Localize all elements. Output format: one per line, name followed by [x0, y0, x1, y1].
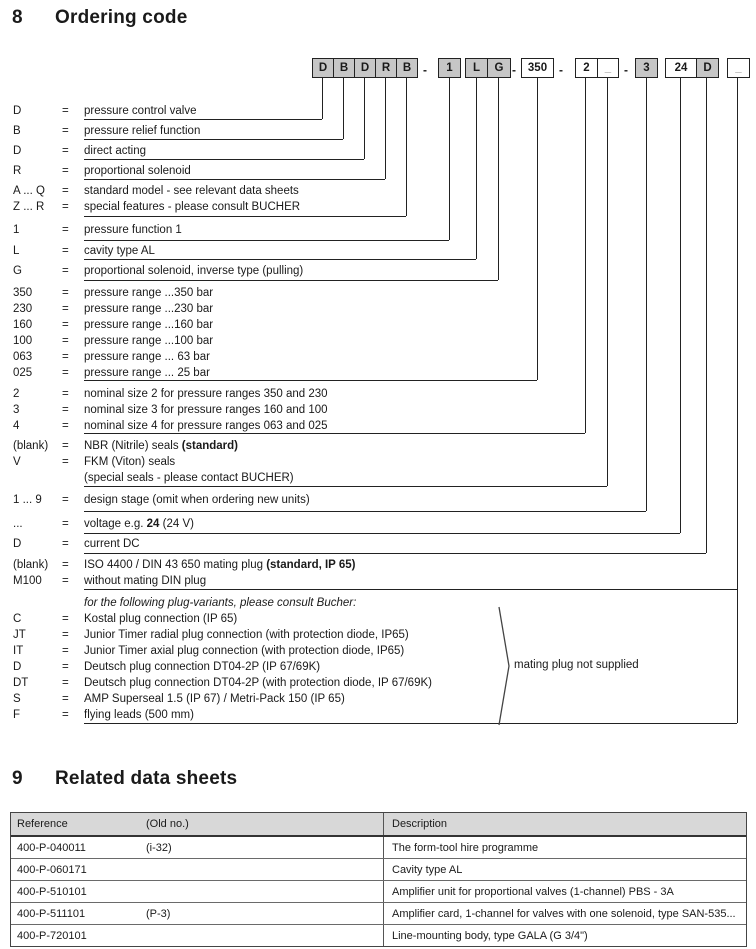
- ordering-desc: design stage (omit when ordering new units): [84, 494, 310, 506]
- ordering-desc: pressure relief function: [84, 125, 201, 137]
- leader-line-h: [84, 216, 406, 217]
- ordering-row: [13, 351, 753, 365]
- code-box: 3: [635, 58, 658, 78]
- equals-sign: =: [62, 185, 69, 197]
- equals-sign: =: [62, 224, 69, 236]
- ordering-code: 350: [13, 287, 33, 299]
- desc-bold: (standard, IP 65): [266, 559, 356, 571]
- cell-reference: 400-P-720101: [17, 929, 87, 942]
- ordering-code: (blank): [13, 440, 49, 452]
- header-description: Description: [392, 818, 448, 830]
- leader-line-h: [84, 280, 498, 281]
- equals-sign: =: [62, 693, 69, 705]
- ordering-code: 1 ... 9: [13, 494, 42, 506]
- ordering-desc: AMP Superseal 1.5 (IP 67) / Metri-Pack 150 (IP 65): [84, 693, 345, 705]
- ordering-row: [13, 105, 753, 119]
- equals-sign: =: [62, 388, 69, 400]
- desc-text: voltage e.g.: [84, 518, 147, 530]
- ordering-code: 1: [13, 224, 20, 236]
- desc-text: NBR (Nitrile) seals: [84, 440, 182, 452]
- table-header-row: [11, 813, 746, 837]
- leader-line-h: [84, 179, 385, 180]
- equals-sign: =: [62, 538, 69, 550]
- equals-sign: =: [62, 145, 69, 157]
- ordering-desc: [84, 518, 194, 531]
- equals-sign: =: [62, 494, 69, 506]
- ordering-row: [13, 245, 753, 259]
- equals-sign: =: [62, 303, 69, 315]
- desc-text: ISO 4400 / DIN 43 650 mating plug: [84, 559, 267, 571]
- ordering-desc: Deutsch plug connection DT04-2P (IP 67/69K): [84, 661, 321, 673]
- ordering-desc: nominal size 2 for pressure ranges 350 and 230: [84, 388, 328, 400]
- cell-reference: 400-P-040011: [17, 841, 86, 854]
- ordering-row: [13, 303, 753, 317]
- leader-line-h: [84, 589, 737, 590]
- ordering-desc: Junior Timer radial plug connection (with protection diode, IP65): [84, 629, 409, 641]
- code-box: D: [696, 58, 719, 78]
- ordering-row: [13, 319, 753, 333]
- ordering-desc: for the following plug-variants, please consult Bucher:: [84, 597, 357, 609]
- ordering-desc: pressure range ...350 bar: [84, 287, 214, 299]
- ordering-code: ...: [13, 518, 23, 530]
- ordering-row: [13, 613, 753, 627]
- leader-line-h: [84, 139, 343, 140]
- code-separator: -: [559, 63, 563, 77]
- ordering-desc: pressure range ...230 bar: [84, 303, 214, 315]
- equals-sign: =: [62, 245, 69, 257]
- code-box: 24: [665, 58, 697, 78]
- ordering-desc: Junior Timer axial plug connection (with protection diode, IP65): [84, 645, 405, 657]
- ordering-row: [13, 125, 753, 139]
- cell-description: Cavity type AL: [392, 863, 463, 876]
- ordering-row: [13, 494, 753, 508]
- table-row: [11, 903, 746, 925]
- ordering-code: 230: [13, 303, 33, 315]
- section-9-heading: [12, 768, 237, 790]
- ordering-code: 4: [13, 420, 20, 432]
- ordering-code: 025: [13, 367, 33, 379]
- ordering-row: [13, 456, 753, 470]
- ordering-row: [13, 538, 753, 552]
- code-box-placeholder: _: [727, 58, 750, 78]
- equals-sign: =: [62, 645, 69, 657]
- ordering-code: IT: [13, 645, 24, 657]
- ordering-code: R: [13, 165, 22, 177]
- ordering-desc: proportional solenoid: [84, 165, 191, 177]
- leader-line-h: [84, 723, 737, 724]
- ordering-row: [13, 559, 753, 573]
- section-8-number: 8: [12, 7, 23, 28]
- ordering-code: 063: [13, 351, 33, 363]
- desc-text: (24 V): [159, 518, 194, 530]
- equals-sign: =: [62, 709, 69, 721]
- cell-old-no: (i-32): [146, 841, 172, 854]
- ordering-row: [13, 388, 753, 402]
- equals-sign: =: [62, 613, 69, 625]
- ordering-code: M100: [13, 575, 42, 587]
- ordering-row: [13, 165, 753, 179]
- code-box: 1: [438, 58, 461, 78]
- section-9-number: 9: [12, 768, 23, 789]
- cell-reference: 400-P-060171: [17, 863, 87, 876]
- ordering-desc: pressure range ... 25 bar: [84, 367, 210, 379]
- cell-reference: 400-P-511101: [17, 907, 86, 920]
- cell-description: Line-mounting body, type GALA (G 3/4"): [392, 929, 588, 942]
- ordering-code: JT: [13, 629, 26, 641]
- ordering-code: Z ... R: [13, 201, 45, 213]
- code-box: 2: [575, 58, 598, 78]
- equals-sign: =: [62, 575, 69, 587]
- ordering-code: G: [13, 265, 22, 277]
- ordering-code: D: [13, 145, 22, 157]
- desc-bold: (standard): [181, 440, 238, 452]
- ordering-desc: nominal size 3 for pressure ranges 160 and 100: [84, 404, 328, 416]
- ordering-desc: pressure function 1: [84, 224, 182, 236]
- ordering-code: 2: [13, 388, 20, 400]
- desc-bold: 24: [146, 518, 160, 530]
- brace: [496, 604, 514, 728]
- ordering-row: [13, 201, 753, 215]
- ordering-row: [13, 145, 753, 159]
- ordering-desc: current DC: [84, 538, 140, 550]
- ordering-row: [13, 518, 753, 532]
- ordering-desc: Deutsch plug connection DT04-2P (with protection diode, IP 67/69K): [84, 677, 432, 689]
- ordering-row: [13, 404, 753, 418]
- ordering-desc: without mating DIN plug: [84, 575, 207, 587]
- equals-sign: =: [62, 165, 69, 177]
- code-box: D: [312, 58, 334, 78]
- ordering-code: D: [13, 105, 22, 117]
- brace-label: mating plug not supplied: [514, 659, 639, 671]
- equals-sign: =: [62, 351, 69, 363]
- ordering-code: B: [13, 125, 21, 137]
- ordering-row: [13, 575, 753, 589]
- code-box: 350: [521, 58, 554, 78]
- leader-line-v: [449, 78, 450, 240]
- ordering-row: [13, 367, 753, 381]
- header-reference: Reference: [17, 818, 68, 830]
- ordering-desc: pressure range ...160 bar: [84, 319, 214, 331]
- section-8-title: Ordering code: [55, 7, 188, 28]
- ordering-desc: direct acting: [84, 145, 147, 157]
- ordering-code: F: [13, 709, 21, 721]
- equals-sign: =: [62, 404, 69, 416]
- cell-description: Amplifier card, 1-channel for valves with one solenoid, type SAN-535...: [392, 907, 736, 920]
- ordering-row: [13, 335, 753, 349]
- ordering-row: [13, 287, 753, 301]
- equals-sign: =: [62, 456, 69, 468]
- code-box: B: [396, 58, 418, 78]
- leader-line-h: [84, 511, 646, 512]
- header-old-no: (Old no.): [146, 818, 189, 830]
- ordering-desc: cavity type AL: [84, 245, 155, 257]
- code-separator: -: [512, 63, 516, 77]
- code-separator: -: [423, 63, 427, 77]
- ordering-desc: (special seals - please contact BUCHER): [84, 472, 294, 484]
- ordering-row: [13, 709, 753, 723]
- ordering-desc: standard model - see relevant data sheets: [84, 185, 299, 197]
- table-row: [11, 859, 746, 881]
- equals-sign: =: [62, 518, 69, 530]
- ordering-code: A ... Q: [13, 185, 45, 197]
- ordering-note: [13, 597, 753, 611]
- leader-line-h: [84, 159, 364, 160]
- equals-sign: =: [62, 125, 69, 137]
- ordering-desc: FKM (Viton) seals: [84, 456, 176, 468]
- leader-line-h: [84, 119, 322, 120]
- ordering-desc: [84, 440, 238, 453]
- ordering-row: [13, 185, 753, 199]
- ordering-row: [13, 224, 753, 238]
- ordering-code: 3: [13, 404, 20, 416]
- ordering-code: S: [13, 693, 21, 705]
- ordering-row: [13, 677, 753, 691]
- ordering-row: [13, 629, 753, 643]
- leader-line-h: [84, 486, 607, 487]
- ordering-desc: pressure control valve: [84, 105, 197, 117]
- leader-line-h: [84, 259, 476, 260]
- equals-sign: =: [62, 420, 69, 432]
- leader-line-h: [84, 533, 680, 534]
- ordering-desc: Kostal plug connection (IP 65): [84, 613, 238, 625]
- section-8-heading: [12, 7, 187, 29]
- ordering-code: 160: [13, 319, 33, 331]
- leader-line-h: [84, 553, 706, 554]
- cell-description: Amplifier unit for proportional valves (1-channel) PBS - 3A: [392, 885, 674, 898]
- equals-sign: =: [62, 440, 69, 452]
- ordering-desc: pressure range ... 63 bar: [84, 351, 210, 363]
- ordering-row: [13, 440, 753, 454]
- related-data-sheets-table: [10, 812, 747, 947]
- code-separator: -: [624, 63, 628, 77]
- ordering-row: [13, 420, 753, 434]
- ordering-desc: special features - please consult BUCHER: [84, 201, 301, 213]
- code-box: D: [354, 58, 376, 78]
- ordering-code: C: [13, 613, 22, 625]
- code-box: R: [375, 58, 397, 78]
- ordering-row: [13, 645, 753, 659]
- equals-sign: =: [62, 319, 69, 331]
- ordering-row: [13, 693, 753, 707]
- ordering-code: D: [13, 661, 22, 673]
- table-row: [11, 925, 746, 946]
- leader-line-h: [84, 240, 449, 241]
- equals-sign: =: [62, 367, 69, 379]
- table-row: [11, 837, 746, 859]
- equals-sign: =: [62, 677, 69, 689]
- cell-description: The form-tool hire programme: [392, 841, 539, 854]
- cell-reference: 400-P-510101: [17, 885, 87, 898]
- ordering-desc: flying leads (500 mm): [84, 709, 194, 721]
- ordering-desc: [84, 559, 355, 572]
- ordering-desc: nominal size 4 for pressure ranges 063 and 025: [84, 420, 328, 432]
- ordering-code: 100: [13, 335, 33, 347]
- equals-sign: =: [62, 201, 69, 213]
- equals-sign: =: [62, 629, 69, 641]
- ordering-code: L: [13, 245, 20, 257]
- ordering-desc: pressure range ...100 bar: [84, 335, 214, 347]
- ordering-row: [13, 265, 753, 279]
- cell-old-no: (P-3): [146, 907, 171, 920]
- ordering-code: D: [13, 538, 22, 550]
- code-box: L: [465, 58, 488, 78]
- ordering-desc: proportional solenoid, inverse type (pulling): [84, 265, 304, 277]
- ordering-code: DT: [13, 677, 29, 689]
- equals-sign: =: [62, 287, 69, 299]
- code-box: B: [333, 58, 355, 78]
- table-row: [11, 881, 746, 903]
- ordering-row: [13, 472, 753, 486]
- equals-sign: =: [62, 559, 69, 571]
- equals-sign: =: [62, 335, 69, 347]
- code-box-placeholder: _: [597, 58, 619, 78]
- ordering-code: V: [13, 456, 21, 468]
- ordering-row: [13, 661, 753, 675]
- equals-sign: =: [62, 265, 69, 277]
- equals-sign: =: [62, 661, 69, 673]
- section-9-title: Related data sheets: [55, 768, 238, 789]
- ordering-code: (blank): [13, 559, 49, 571]
- equals-sign: =: [62, 105, 69, 117]
- code-box: G: [487, 58, 511, 78]
